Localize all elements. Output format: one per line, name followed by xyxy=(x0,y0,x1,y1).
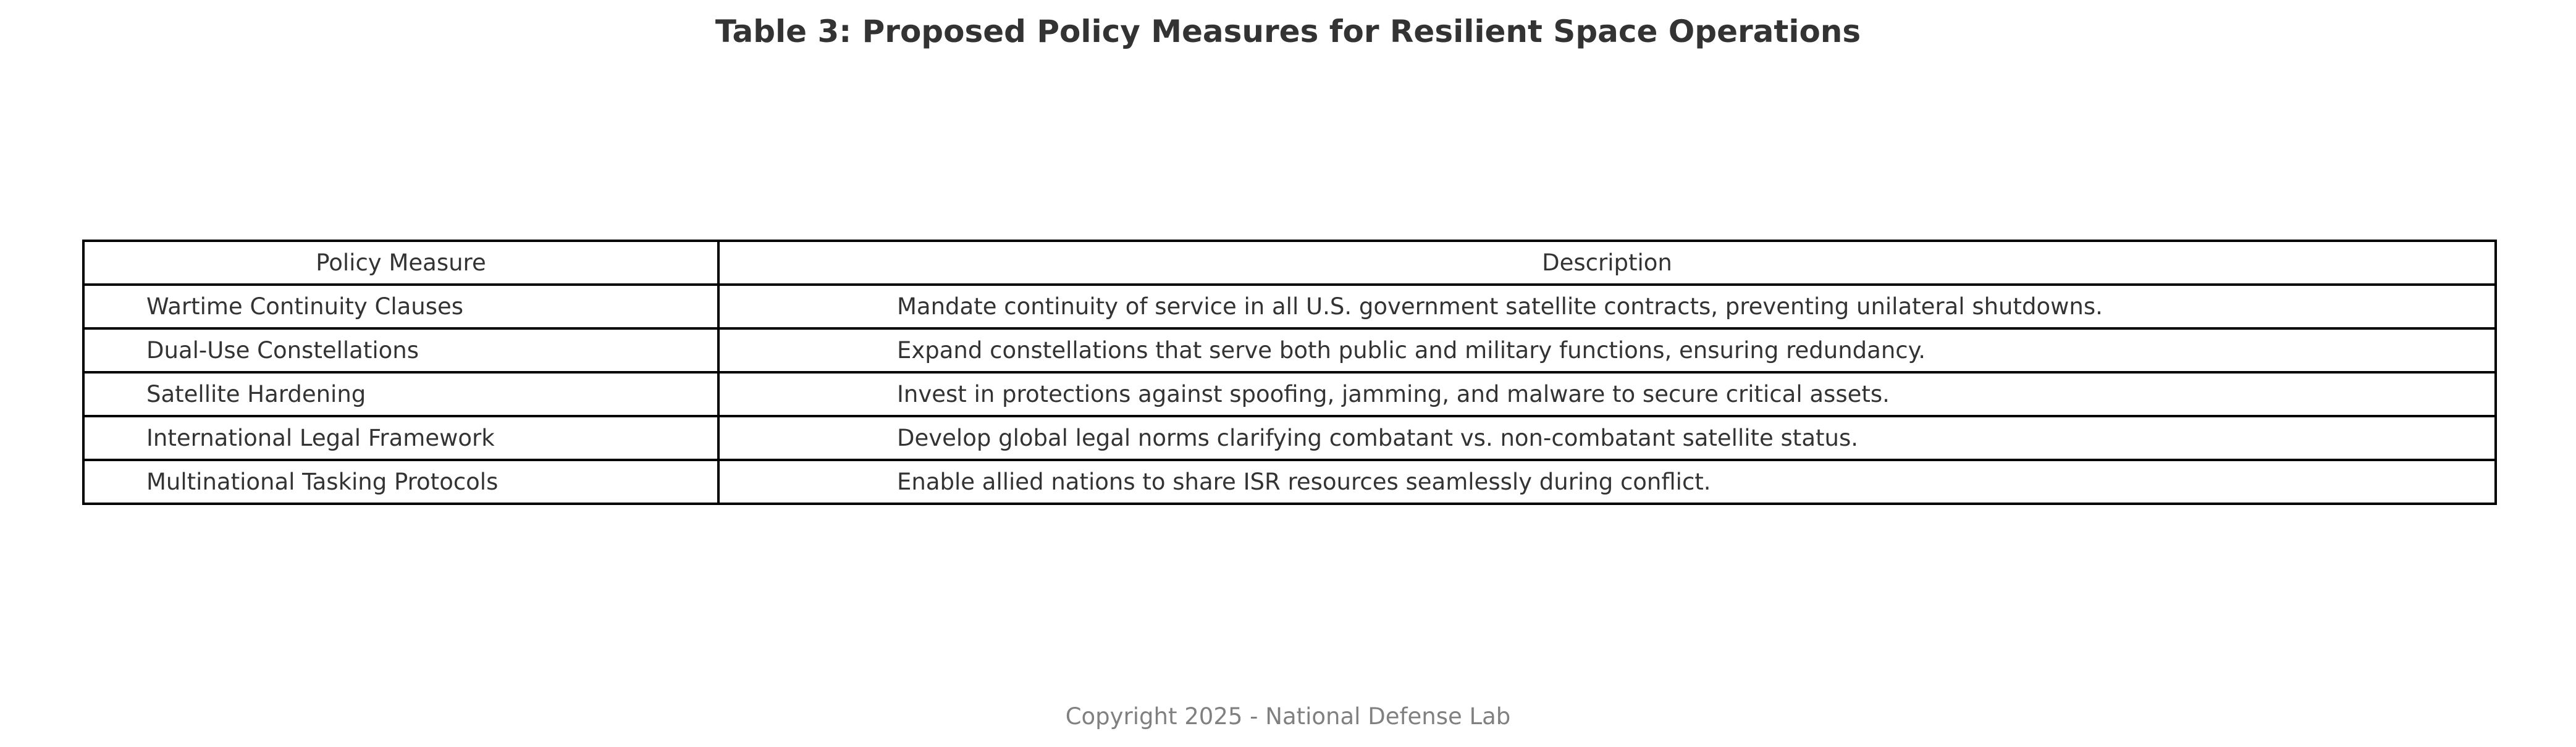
table-title: Table 3: Proposed Policy Measures for Resilient Space Operations xyxy=(715,14,1861,49)
cell-policy-measure: Multinational Tasking Protocols xyxy=(83,460,718,504)
header-policy-measure: Policy Measure xyxy=(83,241,718,285)
header-description: Description xyxy=(718,241,2496,285)
policy-measures-table xyxy=(82,240,2497,505)
table-row xyxy=(83,285,2496,328)
table-row xyxy=(83,372,2496,416)
table-row xyxy=(83,460,2496,504)
cell-description: Enable allied nations to share ISR resources seamlessly during conflict. xyxy=(718,460,2496,504)
copyright-footer: Copyright 2025 - National Defense Lab xyxy=(1065,703,1511,730)
cell-policy-measure: Satellite Hardening xyxy=(83,372,718,416)
table-row xyxy=(83,416,2496,460)
cell-policy-measure: International Legal Framework xyxy=(83,416,718,460)
table-header-row xyxy=(83,241,2496,285)
cell-description: Develop global legal norms clarifying combatant vs. non-combatant satellite status. xyxy=(718,416,2496,460)
table-row xyxy=(83,328,2496,372)
cell-description: Expand constellations that serve both public and military functions, ensuring redundancy. xyxy=(718,328,2496,372)
cell-description: Mandate continuity of service in all U.S. government satellite contracts, preventing unilateral shutdowns. xyxy=(718,285,2496,328)
cell-description: Invest in protections against spoofing, jamming, and malware to secure critical assets. xyxy=(718,372,2496,416)
cell-policy-measure: Wartime Continuity Clauses xyxy=(83,285,718,328)
cell-policy-measure: Dual-Use Constellations xyxy=(83,328,718,372)
